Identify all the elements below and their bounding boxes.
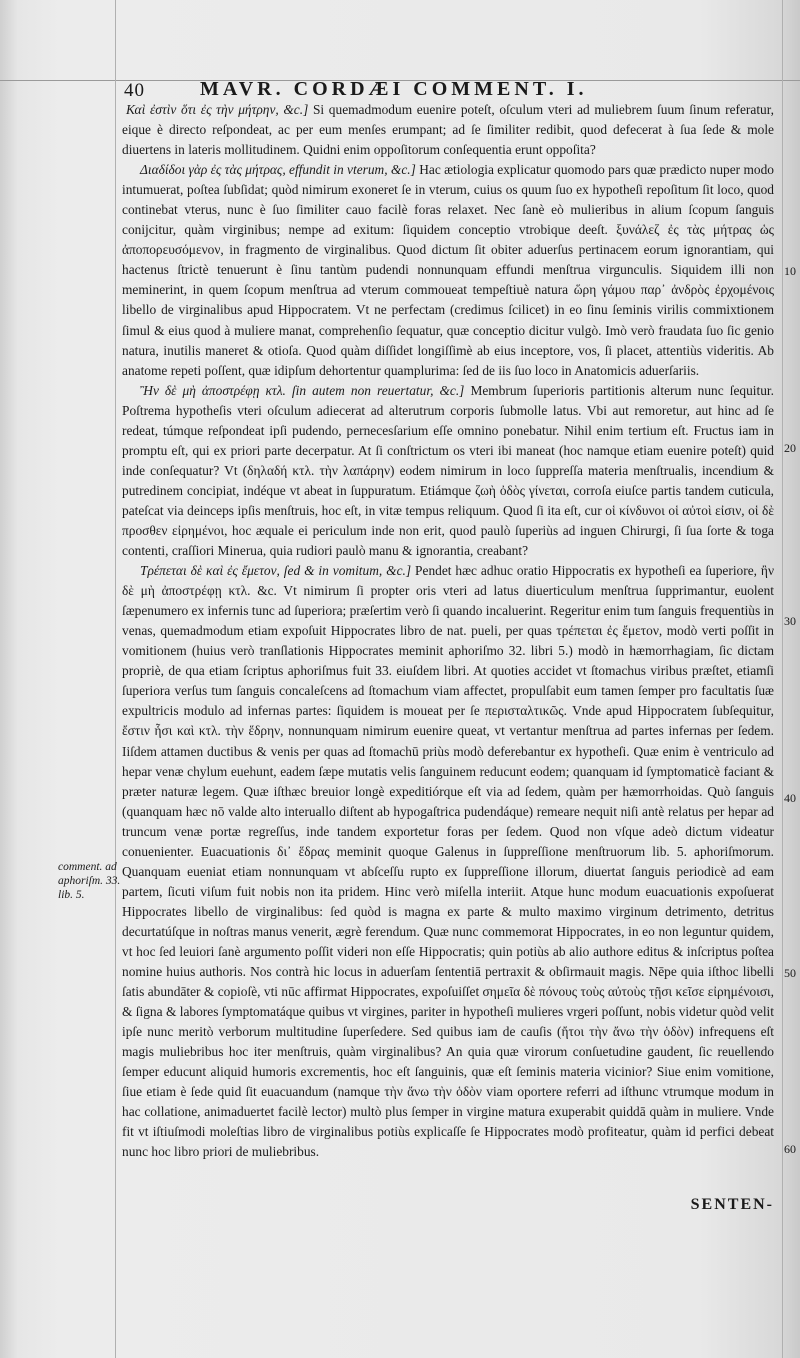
- line-number: 20: [784, 441, 796, 455]
- gutter-line: [115, 0, 116, 1358]
- paragraph: [122, 561, 774, 1162]
- lemma: Καὶ ἐστὶν ὅτι ἐς τὴν μήτρην, &c.]: [126, 102, 309, 117]
- body-text: [122, 100, 774, 1162]
- lemma: Ἢν δὲ μὴ ἀποστρέφῃ κτλ. ſin autem non reuertatur, &c.]: [140, 382, 465, 398]
- lemma: Διαδίδοι γὰρ ἐς τὰς μήτρας, effundit in vterum, &c.]: [140, 162, 416, 178]
- paragraph-text: Hac ætiologia explicatur quomodo pars quæ prædicto nuper modo intumuerat, poſtea ſubſidat; quòd nimirum exoneret ſe in vterum, cuius os quum ſuo ex hypotheſi repoſitum ſit loco, quod continebat vterus, nunc è ſuo ſimiliter cauo facilè foras relaxet. Nec ſanè eò mulieribus in alium ſcopum ſanguis conijcitur, quàm virginibus; nempe ad exitum: ſiquidem conceptio vtrobique deeſt. ξυνάλεζ ἐς τὰς μήτρας ὡς ἀποπορευσόμενον, in fragmento de virginalibus. Quod dictum ſit obiter aduerſus pertinacem eorum ignorantiam, qui hactenus ſtrictè tenuerunt è ſinu tantùm pudendi nonnunquam effundi menſtrua virgunculis. Siquidem illi non meminerint, in quem ſcopum menſtrua ad vterum commoueat tempeſtiuè natura ὥρη γάμου παρ᾽ ἀνδρὸς ἐρχομένοις libello de virginalibus apud Hippocratem. Vt ne perfectam (credimus ſcilicet) in eo ſinu ſeminis virilis commixtionem ſimul & eius quod à muliere manat, comprehenſio ſequatur, quæ conceptio dicitur vulgò. Imò verò fraudata ſuo ſic genio natura, inutilis maneret & otioſa. Quod quàm diſſidet longiſſimè ab eius inceptore, vos, ſi placet, attentiùs videritis. Ab anatome repeti poſſent, quæ idipſum dehortentur quamplurima: ſed de iis ſuo loco in Anatomicis aduerſariis.: [122, 162, 774, 378]
- right-edge-line: [782, 0, 783, 1358]
- page-number: 40: [124, 80, 145, 101]
- paragraph-text: Pendet hæc adhuc oratio Hippocratis ex hypotheſi ea ſuperiore, ἢν δὲ μὴ ἀποστρέφῃ κτλ. &c. Vt nimirum ſi propter oris vteri ad latus diuerticulum menſtrua ſupprimantur, euolent ſæpenumero ex infernis tunc ad ſuperiora; præſertim verò ſi quando incaluerint. Regeritur enim tum ſanguis frequentiùs in venas, quemadmodum etiam expoſuit Hippocrates libro de nat. pueli, per quas τρέπεται ἐς ἔμετον, modò verti poſſit in vomitionem (huius verò tranſlationis Hippocrates meminit aphoriſmo 32. libri 5.) modò in hæmorrhagiam, ſic dictam propriè, de qua etiam ſcriptus aphoriſmus fuit 33. eiuſdem libri. At quoties accidet vt ſtomachus viribus præſtet, etiamſi ſuperiora verſus tum ſanguis concaleſcens ad ſtomachum viam affectet, propulſabit eum tamen ſemper pro facultatis ſuæ expultricis modulo ad infernas partes: ſiquidem is moueat per ſe περισταλτικῶς. Vnde apud Hippocratem ſubſequitur, ἔστιν ἧσι καὶ κτλ. τὴν ἕδρην, nonnunquam nimirum euenire queat, vt vertantur menſtrua ad partes infernas per ſedem. Iiſdem attamen ductibus & venis per quas ad ſtomachū priùs modò deferebantur ex hypotheſi. Quæ enim è ventriculo ad hepar venæ chylum euehunt, eadem ſæpe mutatis velis ſanguinem reducunt eodem; quanquam id ſymptomaticè faciant & præter naturæ legem. Quæ iſthæc breuior longè expeditiórque eſt via ad ſedem, quàm per hæmorrhoidas. Quò ſanguis (quanquam hæc nō valde alto interuallo diſtent ab hypogaſtrica pudendáque) remeare nequit niſi antè relatus per hepar ad truncum venæ portæ regreſſus, inde tandem exportetur foras per ſedem. Quod non vſque adeò dictum videatur conuenienter. Euacuationis δι᾽ ἕδρας meminit quoque Galenus in ſuppreſſione menſtruorum lib. 5. aphoriſmorum. Quanquam eueniat etiam nonnunquam vt abſceſſu rupto ex ſuppreſſione illorum, diuertat ſanguis periodicè ad eam partem, ſicuti viſum fuit nobis non ita pridem. Hinc verò miſella interiit. Atque hunc modum euacuationis expoſuerat Hippocrates libello de virginalibus: ſed quòd is magna ex parte & multo maximo virginum detrimento, detritus decurtatúſque in noſtras manus venerit, ægrè ferendum. Quæ nunc commemorat Hippocrates, in eo non leguntur quidem, vt hoc ſed leuiori ſanè argumento poſſit videri non eſſe Hippocratis; quin potiùs ab alio authore editus & inſcriptus poſtea nomine huius authoris. Nos contrà hic locus in aduerſam ſententiā pertraxit & obſirmauit magis. Nēpe quia iſthoc libelli ſatis abundāter & copioſè, vti nūc affirmat Hippocrates, expoſuiſſet σημεῖα δὲ πόνους τοὺς αὐτοὺς τῇσι κεῖσε εἰρημένοισι, & ſigna & labores ſymptomatáque quibus vt virgines, pariter in hypotheſi mulieres vrgeri poſſunt, nobis videtur quòd velit ipſe nunc meritò verborum multitudine ſuperſedere. Sed quibus iam de cauſis (ἤτοι τὴν ἄνω τὴν ὁδὸν) infrequens eſt magis muliebribus hoc iter menſtruis, quàm virginalibus? An quia quæ virorum conſuetudine gaudent, ſic reuellendo ſemper educunt aliquid humoris excrementis, hoc eſt ſanguinis, quæ eſt ſeminis materia vicinior? Siue enim vomitione, ſiue etiam è ſede quid ſit euacuandum (namque τὴν ἄνω τὴν ὁδὸν viam oportere referri ad iſthunc vtrumque modum in hac collatione, animaduertet facilè lector) multò plus ſemper in virgine matura exuperabit quiddā quàm in muliere. Vnde fit vt iſtiuſmodi moleſtias libro de virginalibus potiùs explicaſſe ſe Hippocrates modò profiteatur, quàm id perfici debeat nunc hoc libro priori de muliebribus.: [122, 563, 774, 1160]
- line-number: 30: [784, 614, 796, 628]
- catchword: SENTEN-: [690, 1196, 774, 1213]
- line-number: 40: [784, 791, 796, 805]
- paragraph: [122, 100, 774, 160]
- running-head: MAVR. CORDÆI COMMENT. I.: [200, 78, 588, 100]
- paragraph-text: Membrum ſuperioris partitionis alterum nunc ſequitur. Poſtrema hypotheſis vteri oſculum adiecerat ad alterutrum corporis ſubmolle latus. Vbi aut remoretur, aut hinc ad ſe redeat, túmque reſpondeat ipſi pudendo, pernecesſarium eſſe omnino ponebatur. Nihil enim tertium eſt. Fructus iam in promptu eſt, qui ex priori parte decerpatur. At ſi conſtrictum os vteri ibi maneat (hoc namque etiam euenire poteſt) quid inde conſequatur? Vt (δηλαδή κτλ. τὴν λαπάρην) eodem nimirum in loco ſuppreſſa materia menſtrualis, incendium & putredinem concipiat, indéque vt abeat in ſuppuratum. Etiámque ζωὴ ὀδὸς γίνεται, corroſa eiuſce partis tandem cuticula, pateſcat via deinceps ipſis menſtruis, hoc eſt, in vitæ tempus reliquum. Quod ſi ita eſt, cur οἱ κίνδυνοι οἱ αὐτοὶ εἰσιν, οἱ δὲ προσθεν εἰρημένοι, hoc æquale ei periculum inde non erit, quod paulò ſuperiùs ad inguen Chirurgi, ſi ſua ſorte & toga contenti, craſſiori Minerua, quia rudiori paulò manu & ignorantia, creabant?: [122, 382, 774, 559]
- paragraph: [122, 160, 774, 381]
- line-number: 50: [784, 966, 796, 980]
- paragraph-text: Si quemadmodum euenire poteſt, oſculum vteri ad muliebrem ſuum ſinum referatur, eique è directo reſpondeat, ac per eum menſes erumpant; ad ſe ſimiliter redibit, quod defecerat à ſua ſede & mole diuertens in lateris mollitudinem. Quidni enim oppoſitorum conſequentia erunt oppoſita?: [122, 102, 775, 158]
- lemma: Τρέπεται δὲ καὶ ἐς ἔμετον, ſed & in vomitum, &c.]: [140, 563, 412, 579]
- line-number: 60: [784, 1142, 796, 1156]
- line-number: 10: [784, 264, 796, 278]
- margin-note: comment. ad aphoriſm. 33. lib. 5.: [58, 861, 121, 901]
- paragraph: [122, 381, 774, 561]
